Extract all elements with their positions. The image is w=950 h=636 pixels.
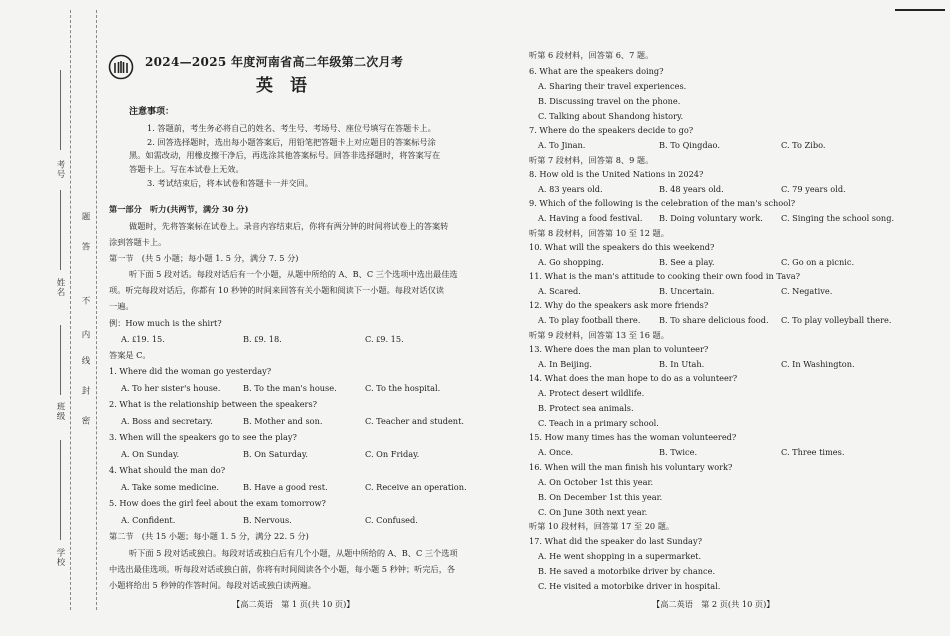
notes-line-3: 黑。如需改动，用橡皮擦干净后，再选涂其他答案标号。回答非选择题时，将答案写在 — [129, 150, 441, 160]
q13-option-b: B. In Utah. — [659, 359, 705, 369]
q12-option-c: C. To play volleyball there. — [781, 315, 892, 325]
question-17: 17. What did the speaker do last Sunday? — [529, 536, 702, 546]
question-2: 2. What is the relationship between the speakers? — [109, 399, 318, 409]
seal-char-2: 答 — [80, 242, 90, 252]
q3-option-a: A. On Sunday. — [121, 449, 180, 459]
q9-option-a: A. Having a food festival. — [538, 213, 643, 223]
xuexiao-label: 学校 — [55, 548, 65, 567]
sec2-intro-3: 小题将给出 5 秒钟的作答时间。每段对话或独白读两遍。 — [109, 580, 316, 590]
footer-right: 【高二英语 第 2 页(共 10 页)】 — [652, 599, 775, 609]
q7-option-a: A. To Jinan. — [538, 140, 586, 150]
example-option-a: A. ₤19. 15. — [121, 334, 165, 344]
question-6: 6. What are the speakers doing? — [529, 66, 664, 76]
question-15: 15. How many times has the woman volunteered? — [529, 432, 737, 442]
q3-option-b: B. On Saturday. — [243, 449, 309, 459]
question-7: 7. Where do the speakers decide to go? — [529, 125, 694, 135]
q4-option-c: C. Receive an operation. — [365, 482, 467, 492]
q15-option-b: B. Twice. — [659, 447, 698, 457]
q8-option-b: B. 48 years old. — [659, 184, 724, 194]
q3-option-c: C. On Friday. — [365, 449, 420, 459]
sec2-intro-2: 中选出最佳选项。听每段对话或独白前，你将有时间阅读各个小题，每小题 5 秒钟；听完后，各 — [109, 564, 456, 574]
material-6-heading: 听第 6 段材料，回答第 6、7 题。 — [529, 50, 654, 60]
q2-option-a: A. Boss and secretary. — [121, 416, 213, 426]
q9-option-c: C. Singing the school song. — [781, 213, 895, 223]
q12-option-a: A. To play football there. — [538, 315, 641, 325]
sec1-intro-3: 一遍。 — [109, 301, 134, 311]
question-9: 9. Which of the following is the celebration of the man's school? — [529, 198, 796, 208]
q1-option-c: C. To the hospital. — [365, 383, 441, 393]
q13-option-c: C. In Washington. — [781, 359, 855, 369]
q13-option-a: A. In Beijing. — [538, 359, 592, 369]
question-13: 13. Where does the man plan to volunteer? — [529, 344, 709, 354]
question-12: 12. Why do the speakers ask more friends? — [529, 300, 709, 310]
seal-char-6: 封 — [80, 386, 90, 396]
q16-option-a: A. On October 1st this year. — [538, 477, 654, 487]
part1-intro-2: 涂到答题卡上。 — [109, 237, 167, 247]
part1-intro-1: 做题时，先将答案标在试卷上。录音内容结束后，你将有两分钟的时间将试卷上的答案转 — [129, 221, 449, 231]
banji-label: 班级 — [55, 402, 65, 421]
question-8: 8. How old is the United Nations in 2024? — [529, 169, 704, 179]
q11-option-a: A. Scared. — [538, 286, 581, 296]
q4-option-b: B. Have a good rest. — [243, 482, 328, 492]
q2-option-c: C. Teacher and student. — [365, 416, 464, 426]
exam-title: 2024—2025 年度河南省高二年级第二次月考 — [145, 55, 404, 69]
q14-option-b: B. Protect sea animals. — [538, 403, 634, 413]
q16-option-b: B. On December 1st this year. — [538, 492, 663, 502]
question-10: 10. What will the speakers do this weekend? — [529, 242, 715, 252]
part1-heading: 第一部分 听力(共两节，满分 30 分) — [109, 204, 249, 214]
q17-option-b: B. He saved a motorbike driver by chance. — [538, 566, 716, 576]
sec1-intro-1: 听下面 5 段对话。每段对话后有一个小题，从题中所给的 A、B、C 三个选项中选出最佳选 — [129, 269, 458, 279]
material-10-heading: 听第 10 段材料，回答第 17 至 20 题。 — [529, 521, 675, 531]
notes-line-4: 答题卡上。写在本试卷上无效。 — [129, 164, 244, 174]
q1-option-b: B. To the man's house. — [243, 383, 337, 393]
q11-option-c: C. Negative. — [781, 286, 833, 296]
sec1-intro-2: 项。听完每段对话后，你都有 10 秒钟的时间来回答有关小题和阅读下一小题。每段对话仅读 — [109, 285, 444, 295]
q9-option-b: B. Doing voluntary work. — [659, 213, 763, 223]
q4-option-a: A. Take some medicine. — [121, 482, 219, 492]
subject-title: 英 语 — [256, 76, 307, 96]
question-3: 3. When will the speakers go to see the play? — [109, 432, 297, 442]
question-1: 1. Where did the woman go yesterday? — [109, 366, 272, 376]
material-7-heading: 听第 7 段材料，回答第 8、9 题。 — [529, 155, 654, 165]
q6-option-c: C. Talking about Shandong history. — [538, 111, 684, 121]
q6-option-a: A. Sharing their travel experiences. — [538, 81, 687, 91]
notes-line-5: 3. 考试结束后，将本试卷和答题卡一并交回。 — [147, 178, 313, 188]
question-16: 16. When will the man finish his voluntary work? — [529, 462, 733, 472]
q5-option-a: A. Confident. — [121, 515, 176, 525]
q14-option-a: A. Protect desert wildlife. — [538, 388, 645, 398]
q11-option-b: B. Uncertain. — [659, 286, 715, 296]
xingming-label: 姓名 — [55, 278, 65, 297]
q17-option-c: C. He visited a motorbike driver in hospital. — [538, 581, 721, 591]
q7-option-c: C. To Zibo. — [781, 140, 826, 150]
q2-option-b: B. Mother and son. — [243, 416, 323, 426]
q7-option-b: B. To Qingdao. — [659, 140, 720, 150]
material-8-heading: 听第 8 段材料，回答第 10 至 12 题。 — [529, 228, 669, 238]
example-answer: 答案是 C。 — [109, 350, 151, 360]
q17-option-a: A. He went shopping in a supermarket. — [538, 551, 702, 561]
q1-option-a: A. To her sister's house. — [121, 383, 221, 393]
seal-char-4: 内 — [80, 330, 90, 340]
material-9-heading: 听第 9 段材料，回答第 13 至 16 题。 — [529, 330, 669, 340]
sec1-heading: 第一节 (共 5 小题；每小题 1. 5 分，满分 7. 5 分) — [109, 253, 299, 263]
question-14: 14. What does the man hope to do as a volunteer? — [529, 373, 738, 383]
question-11: 11. What is the man's attitude to cooking their own food in Tava? — [529, 271, 800, 281]
kaohao-label: 考号 — [55, 160, 65, 179]
sec2-intro-1: 听下面 5 段对话或独白。每段对话或独白后有几个小题，从题中所给的 A、B、C 三个选项 — [129, 548, 458, 558]
question-4: 4. What should the man do? — [109, 465, 226, 475]
q15-option-a: A. Once. — [538, 447, 574, 457]
q15-option-c: C. Three times. — [781, 447, 845, 457]
q8-option-a: A. 83 years old. — [538, 184, 603, 194]
q14-option-c: C. Teach in a primary school. — [538, 418, 659, 428]
example-option-c: C. ₤9. 15. — [365, 334, 404, 344]
q10-option-b: B. See a play. — [659, 257, 715, 267]
seal-char-1: 题 — [80, 212, 90, 222]
q5-option-c: C. Confused. — [365, 515, 418, 525]
q5-option-b: B. Nervous. — [243, 515, 292, 525]
q8-option-c: C. 79 years old. — [781, 184, 846, 194]
example-question: 例：How much is the shirt? — [109, 318, 222, 328]
seal-char-5: 线 — [80, 356, 90, 366]
footer-left: 【高二英语 第 1 页(共 10 页)】 — [232, 599, 355, 609]
q6-option-b: B. Discussing travel on the phone. — [538, 96, 681, 106]
example-option-b: B. ₤9. 18. — [243, 334, 282, 344]
seal-char-3: 不 — [80, 296, 90, 306]
notes-title: 注意事项： — [129, 107, 175, 117]
q10-option-a: A. Go shopping. — [538, 257, 604, 267]
notes-line-2: 2. 回答选择题时，选出每小题答案后，用铅笔把答题卡上对应题目的答案标号涂 — [147, 137, 436, 147]
q12-option-b: B. To share delicious food. — [659, 315, 769, 325]
q10-option-c: C. Go on a picnic. — [781, 257, 855, 267]
q16-option-c: C. On June 30th next year. — [538, 507, 648, 517]
publisher-logo — [108, 54, 134, 80]
seal-char-7: 密 — [80, 416, 90, 426]
notes-line-1: 1. 答题前，考生务必将自己的姓名、考生号、考场号、座位号填写在答题卡上。 — [147, 123, 436, 133]
sec2-heading: 第二节 (共 15 小题；每小题 1. 5 分，满分 22. 5 分) — [109, 531, 309, 541]
question-5: 5. How does the girl feel about the exam tomorrow? — [109, 498, 326, 508]
